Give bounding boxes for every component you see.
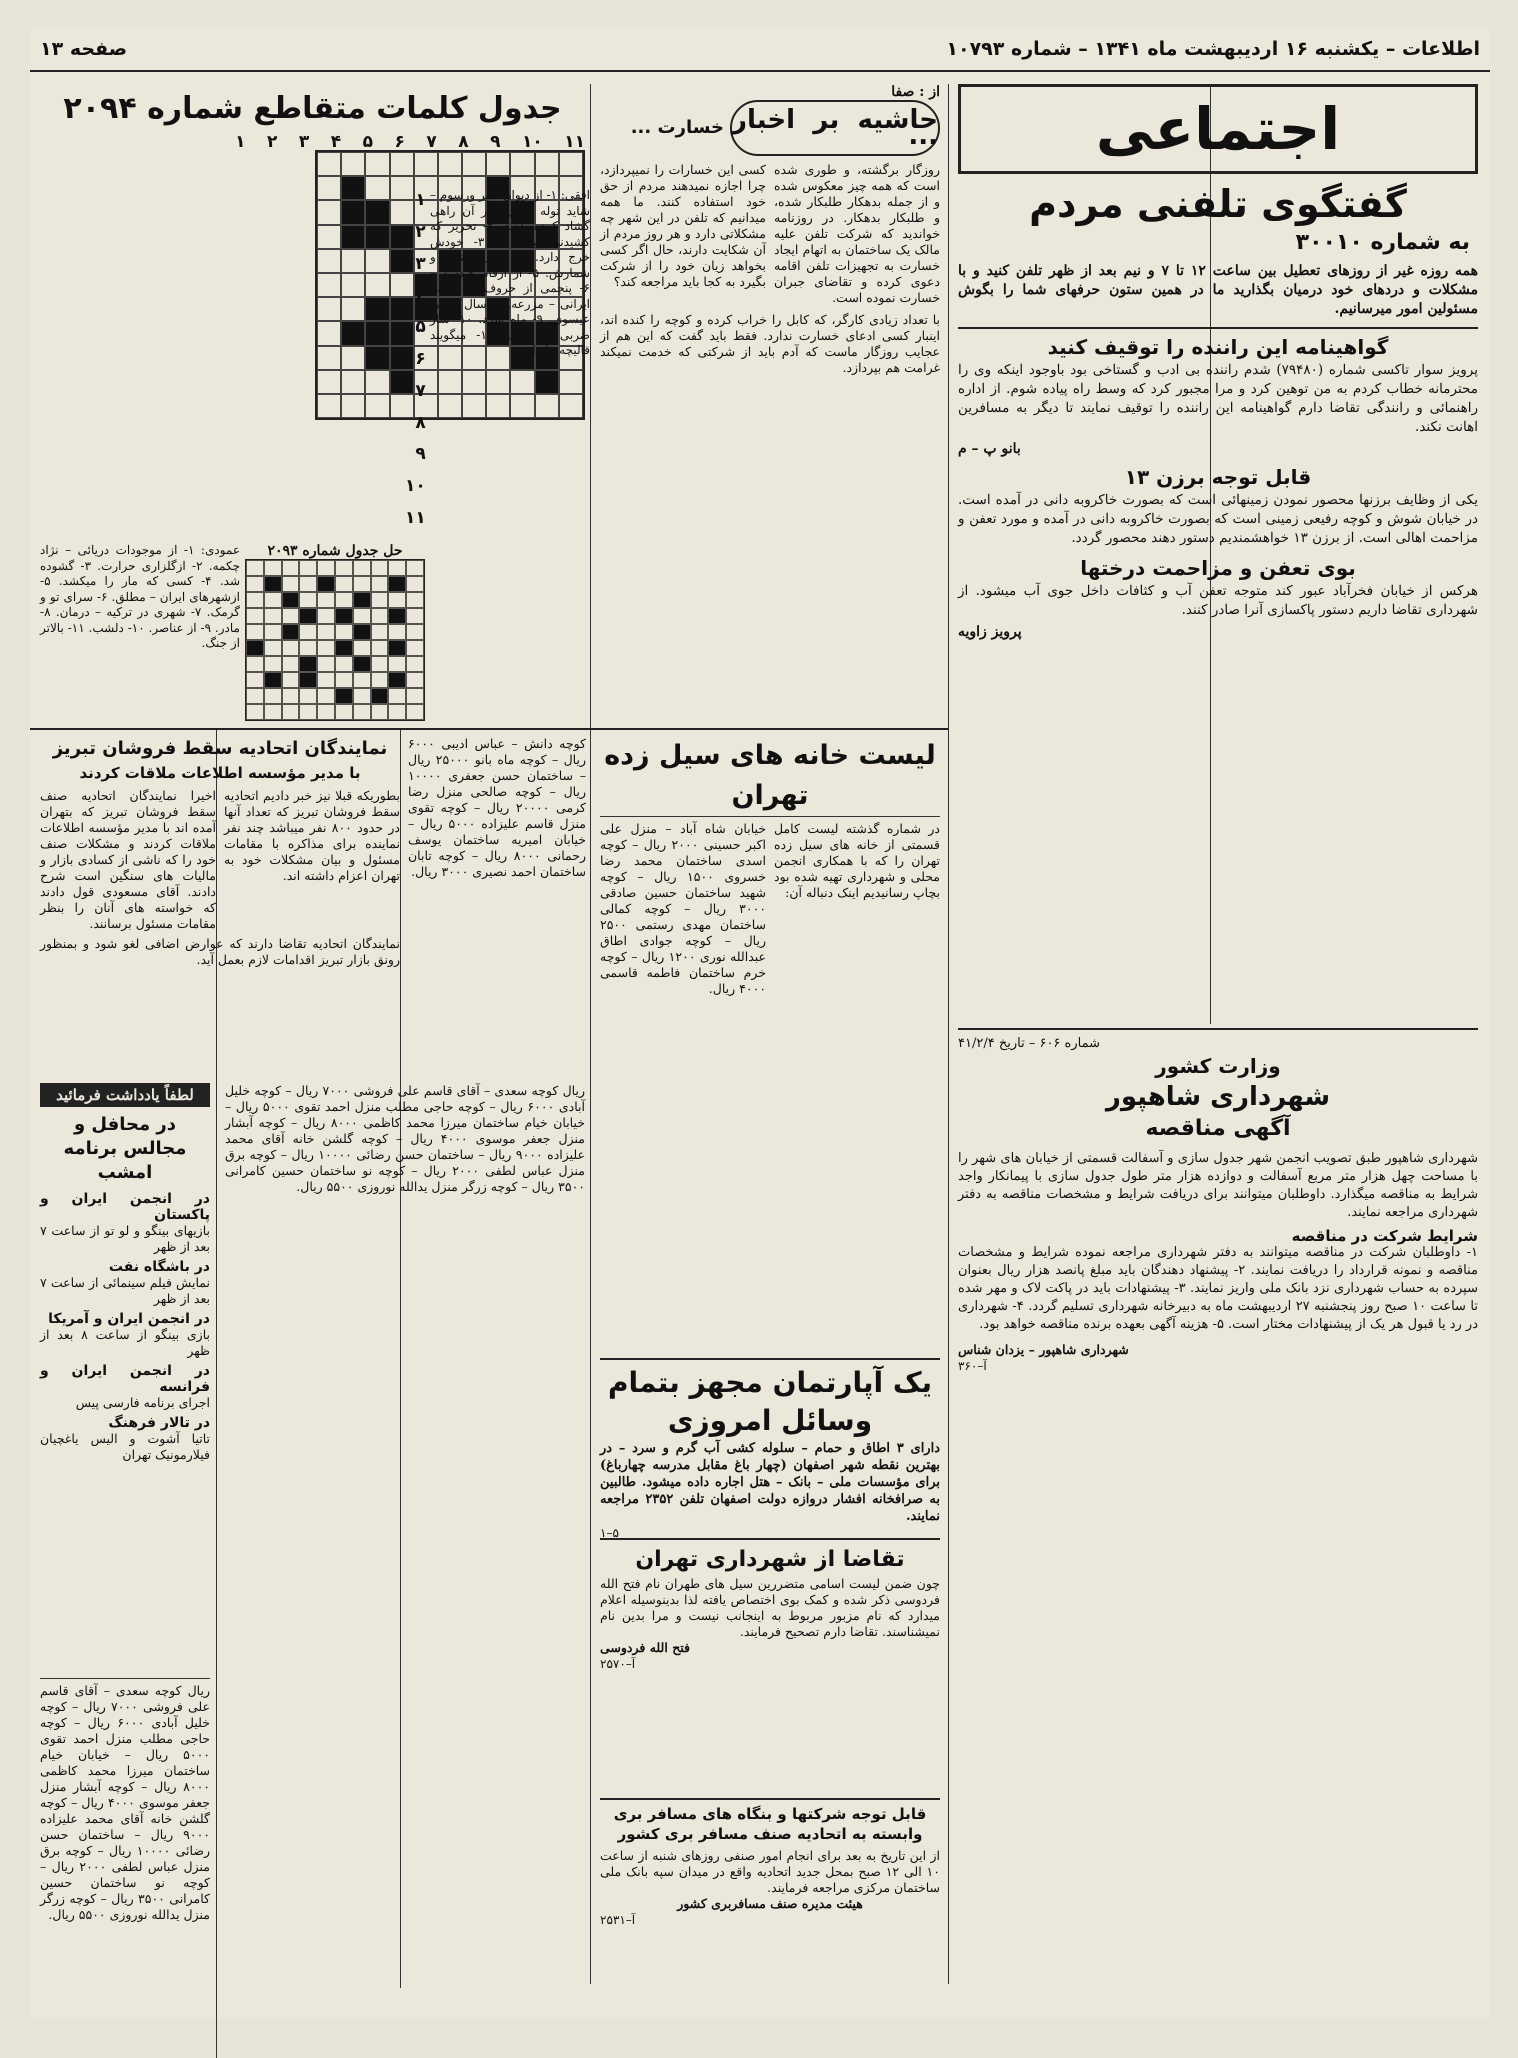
tender-conditions: ۱- داوطلبان شرکت در مناقصه میتوانند به دفتر شهرداری مراجعه نموده شرایط و مشخصات مناقصه و نمونه قرارداد را دریافت نمایند. ۲- پیشنهاد دهندگان باید مبلغ پانصد هزار ریال بعنوان سپرده به حساب شهرداری نزد بانک ملی واریز نمایند. ۳- پیشنهادات باید در پاکت لاک و مهر شده تا ساعت ۱۰ صبح روز پنجشنبه ۲۷ اردیبهشت ماه به دبیرخانه شهرداری تسلیم گردد. ۴- شهرداری در رد یا قبول هر یک از پیشنهادات مختار است. ۵- هزینه آگهی بعهده برنده مناقصه خواهد بود. <box>958 1245 1478 1332</box>
solution-cell <box>246 640 264 656</box>
crossword-col-number: ۱ <box>235 132 246 152</box>
crossword-cell <box>317 370 341 394</box>
solution-cell <box>335 656 353 672</box>
solution-cell <box>353 704 371 720</box>
unions-section <box>40 736 400 1076</box>
solution-cell <box>246 576 264 592</box>
solution-title: حل جدول شماره ۲۰۹۳ <box>267 543 403 559</box>
crossword-col-number: ۹ <box>490 132 501 152</box>
hashieh-author: از : صفا <box>891 84 940 100</box>
solution-cell <box>317 640 335 656</box>
solution-cell <box>246 672 264 688</box>
solution-cell <box>282 656 300 672</box>
solution-cell <box>388 656 406 672</box>
solution-cell <box>371 576 389 592</box>
item2-title: قابل توجه برزن ۱۳ <box>1124 465 1312 489</box>
crossword-cell <box>317 321 341 345</box>
crossword-col-number: ۳ <box>298 132 310 152</box>
solution-cell <box>264 624 282 640</box>
unions-body-2: اخیرا نمایندگان اتحادیه صنف سقط فروشان تبریز که بتهران آمده اند با مدیر مؤسسه اطلاعات ملاقات کردند و مشکلات صنف خود را که ناشی از کسادی بازار و مالیات های سنگین است شرح دادند. آقای مسعودی قول دادند که خواسته های آنان را بنظر مقامات مسئول برسانند. <box>40 788 216 931</box>
notice-section <box>600 1798 940 2008</box>
unions-title: نمایندگان اتحادیه سقط فروشان تبریز <box>52 738 388 759</box>
crossword-cell <box>510 152 534 176</box>
tender-sign: شهرداری شاهپور – یزدان شناس <box>958 1342 1129 1357</box>
crossword-cell <box>317 176 341 200</box>
hashieh-body-3: با تعداد زیادی کارگر، که کابل را خراب کرده و کوچه را کنده اند، اینبار کسی ادعای خسارت ندارد. فقط باید گفت که این هم از عجایب روزگار ماست که آدم باید از شرکتی که خدمت نمیکند غرامت هم بپردازد. <box>600 312 940 375</box>
crossword-black-cell <box>341 321 365 345</box>
crossword-cell <box>341 152 365 176</box>
crossword-black-cell <box>365 321 389 345</box>
crossword-cell <box>317 152 341 176</box>
reminder-title: در محافل و مجالس برنامه امشب <box>63 1114 187 1183</box>
solution-cell <box>282 688 300 704</box>
loss-list: ریال کوچه سعدی – آقای قاسم علی فروشی ۷۰۰۰ ریال – کوچه خلیل آبادی ۶۰۰۰ ریال – کوچه حاجی مطلب منزل احمد تقوی ۵۰۰۰ ریال – خیابان خیام ساختمان میرزا محمد کاظمی ۸۰۰۰ ریال – کوچه آبشار منزل جعفر موسوی ۴۰۰۰ ریال – کوچه گلشن خانه آقای محمد علیزاده ۹۰۰۰ ریال – ساختمان حسن رضائی ۱۰۰۰۰ ریال – کوچه برق منزل عباس لطفی ۲۰۰۰ ریال – کوچه نو ساختمان حسین کامرانی ۳۵۰۰ ریال – کوچه زرگر منزل یدالله نوروزی ۵۵۰۰ ریال. <box>225 1083 586 1194</box>
solution-cell <box>264 704 282 720</box>
crossword-cell <box>317 200 341 224</box>
crossword-cell <box>365 394 389 418</box>
tender-code: آ–۳۶۰ <box>958 1359 987 1373</box>
solution-cell <box>282 560 300 576</box>
solution-cell <box>388 688 406 704</box>
reminder-badge: لطفاً یادداشت فرمائید <box>40 1083 210 1107</box>
solution-cell <box>388 640 406 656</box>
crossword-col-number: ۷ <box>426 132 437 152</box>
newspaper-page <box>30 28 1490 2018</box>
tender-ref: شماره ۶۰۶ – تاریخ ۴۱/۲/۴ <box>958 1036 1101 1051</box>
crossword-row-number: ۱ <box>415 190 426 210</box>
unions-subtitle: با مدیر مؤسسه اطلاعات ملاقات کردند <box>79 764 361 782</box>
hashieh-title: حاشیه بر اخبار ... <box>732 105 938 151</box>
item1-title: گواهینامه این راننده را توقیف کنید <box>958 327 1478 361</box>
solution-grid <box>245 559 425 721</box>
solution-cell <box>388 672 406 688</box>
solution-cell <box>264 688 282 704</box>
solution-cell <box>317 608 335 624</box>
solution-cell <box>406 608 424 624</box>
unions-body-3: نمایندگان اتحادیه تقاضا دارند که عوارض اضافی لغو شود و بمنظور رونق بازار تبریز اقدامات لازم بعمل آید. <box>40 936 400 967</box>
crossword-black-cell <box>365 200 389 224</box>
crossword-row-number: ۹ <box>415 444 426 465</box>
loss-list-2: ریال کوچه سعدی – آقای قاسم علی فروشی ۷۰۰۰ ریال – کوچه خلیل آبادی ۶۰۰۰ ریال – کوچه حاجی مطلب منزل احمد تقوی ۵۰۰۰ ریال – خیابان خیام ساختمان میرزا محمد کاظمی ۸۰۰۰ ریال – کوچه آبشار منزل جعفر موسوی ۴۰۰۰ ریال – کوچه گلشن خانه آقای محمد علیزاده ۹۰۰۰ ریال – ساختمان حسن رضائی ۱۰۰۰۰ ریال – کوچه برق منزل عباس لطفی ۲۰۰۰ ریال – کوچه نو ساختمان حسین کامرانی ۳۵۰۰ ریال – کوچه زرگر منزل یدالله نوروزی ۵۵۰۰ ریال. <box>40 1678 210 2008</box>
solution-cell <box>353 688 371 704</box>
apartment-ad <box>600 1358 940 1540</box>
crossword-black-cell <box>365 346 389 370</box>
solution-cell <box>299 592 317 608</box>
solution-cell <box>388 704 406 720</box>
crossword-row-number: ۶ <box>415 348 426 369</box>
solution-cell <box>371 704 389 720</box>
solution-cell <box>264 640 282 656</box>
phone-line: به شماره ۳۰۰۱۰ <box>1295 230 1470 255</box>
solution-cell <box>299 656 317 672</box>
tehran-request-sign: فتح الله فردوسی <box>600 1640 691 1655</box>
hashieh-body-2: کسی این خسارات را نمیپردازد، چرا اجازه نمیدهند مردم از حق خود استفاده کنند. ما همه میدانیم که تلفن در این شهر چه مشکلاتی دارد و هر روز مردم از آن شکایت دارند، حال اگر کسی بخواهد زیان خود را از شرکت بگیرد به کجا باید مراجعه کند؟ <box>600 162 766 289</box>
solution-cell <box>317 576 335 592</box>
tender-title: شهرداری شاهپور <box>1105 1082 1331 1112</box>
apartment-body: دارای ۳ اطاق و حمام – سلوله کشی آب گرم و سرد – در بهترین نقطه شهر اصفهان (چهار باغ مقابل مدرسه چهارباغ) برای مؤسسات ملی – بانک – هتل اجاره داده میشود. طالبین به صرافخانه افشار دروازه دولت اصفهان تلفن ۲۳۵۲ مراجعه نمایند. <box>600 1441 940 1524</box>
reminder-line-4: نمایش فیلم سینمائی از ساعت ۷ بعد از ظهر <box>40 1275 210 1306</box>
crossword-cell <box>414 152 438 176</box>
solution-cell <box>353 592 371 608</box>
column-rule <box>948 84 949 1984</box>
solution-cell <box>246 608 264 624</box>
solution-cell <box>353 560 371 576</box>
solution-cell <box>335 624 353 640</box>
crossword-col-number: ۴ <box>330 132 342 152</box>
solution-cell <box>406 704 424 720</box>
crossword-black-cell <box>365 225 389 249</box>
solution-cell <box>353 672 371 688</box>
reminder-line-6: بازی بینگو از ساعت ۸ بعد از ظهر <box>40 1327 210 1358</box>
solution-cell <box>299 608 317 624</box>
solution-cell <box>406 688 424 704</box>
hashieh-column <box>600 84 940 724</box>
flood-list-1: خیابان شاه آباد – منزل علی اکبر حسینی ۲۰۰۰ ریال – کوچه اسدی ساختمان محمد رضا خسروی ۱۵۰۰ ریال – کوچه شهید ساختمان حسین صادقی ۳۰۰۰ ریال – کوچه کمالی ساختمان مهدی رستمی ۲۵۰۰ ریال – کوچه جوادی اطاق عبدالله نوری ۱۲۰۰ ریال – کوچه خرم ساختمان فاطمه قاسمی ۴۰۰۰ ریال. <box>600 821 766 996</box>
hashieh-subtitle: خسارت ... <box>630 117 724 138</box>
flood-title: لیست خانه های سیل زده تهران <box>600 736 940 817</box>
item2-body: یکی از وظایف برزنها محصور نمودن زمینهائی است که بصورت خاکروبه دانی در آمده است. در خیابان شوش و کوچه رفیعی زمینی است که بصورت خاکروبه دانی در آمده و مورد تعفن و مزاحمت اهالی است. از برزن ۱۳ خواهشمندیم دستور دهند محصور گردد. <box>958 492 1478 546</box>
reminder-section <box>40 1083 210 1663</box>
solution-cell <box>371 608 389 624</box>
reminder-line-2: بازیهای بینگو و لو تو از ساعت ۷ بعد از ظهر <box>40 1223 210 1254</box>
crossword-cell <box>365 152 389 176</box>
column-rule <box>590 84 591 1984</box>
solution-cell <box>264 672 282 688</box>
solution-cell <box>371 656 389 672</box>
reminder-line-9: در تالار فرهنگ <box>108 1415 210 1431</box>
crossword-col-number: ۱۰ <box>521 132 543 152</box>
solution-cell <box>282 640 300 656</box>
solution-cell <box>264 656 282 672</box>
solution-cell <box>335 592 353 608</box>
tehran-request-code: آ–۲۵۷۰ <box>600 1657 636 1671</box>
notice-body: از این تاریخ به بعد برای انجام امور صنفی روزهای شنبه از ساعت ۱۰ الی ۱۲ صبح بمحل جدید اتحادیه واقع در میدان سپه بانک ملی ساختمان مرکزی مراجعه فرمایند. <box>600 1848 940 1895</box>
solution-cell <box>246 656 264 672</box>
crossword-cell <box>438 152 462 176</box>
item3-title: بوی تعفن و مزاحمت درختها <box>1080 556 1356 580</box>
crossword-cell <box>486 152 510 176</box>
solution-box <box>245 543 425 723</box>
crossword-cell <box>365 176 389 200</box>
solution-cell <box>317 592 335 608</box>
section-logo: اجتماعی <box>1095 95 1341 163</box>
crossword-row-number: ۵ <box>415 317 426 338</box>
solution-cell <box>388 576 406 592</box>
unions-body-1: بطوریکه قبلا نیز خبر دادیم اتحادیه سقط فروشان تبریز که تعداد آنها در حدود ۸۰۰ نفر میباشد چند نفر نماینده برای مذاکره با مقامات مسئول و بیان مشکلات خود به تهران اعزام داشته اند. <box>224 788 400 883</box>
item1-sign: بانو پ – م <box>958 441 1021 457</box>
flood-section <box>600 736 940 1356</box>
notice-code: آ–۲۵۳۱ <box>600 1913 636 1927</box>
solution-cell <box>406 672 424 688</box>
across-clues: افقی: ۱- از دیوان امیر ورسوم – شاید توله کشی کنار آن راهی گشاد کرده باشد. ۲- تحریر که کشیدنی نیست – ۳- خودش خرج دارد. ۴- برای کنترل و شمارش. ۵- از ارقام هندسه – ۶- پنجمی از حروف. ۷- کتاب ایرانی – مزرعه. ۸- سال کنونی عیسوی. ۹- ماه سرد. ۱۰- ساز ضربی – بزرگ. ۱۱- میگویند قالیچه ما را. <box>429 188 591 357</box>
reminder-line-8: اجرای برنامه فارسی پیس <box>75 1395 210 1410</box>
solution-cell <box>282 608 300 624</box>
item3-body: هرکس از خیابان فخرآباد عبور کند متوجه تعفن آب و کثافات داخل جوی آب میشود. از شهرداری تقاضا داریم دستور پاکسازی آنرا صادر کنند. <box>958 583 1478 618</box>
solution-cell <box>406 624 424 640</box>
crossword-black-cell <box>341 200 365 224</box>
hashieh-body-1: روزگار برگشته، و طوری شده است که همه چیز معکوس شده و از جمله بدهکار طلبکار شده، و طلبکار بدهکار. در روزنامه خواندید که شرکت تلفن علیه مالک یک ساختمان به اتهام ایجاد خسارت به تجهیزات تلفن اقامه دعوی کرده و تقاضای جبران خسارت نموده است. <box>774 162 940 305</box>
solution-cell <box>406 576 424 592</box>
solution-cell <box>406 640 424 656</box>
solution-cell <box>317 704 335 720</box>
solution-cell <box>246 624 264 640</box>
solution-cell <box>388 592 406 608</box>
solution-cell <box>335 704 353 720</box>
solution-cell <box>406 592 424 608</box>
crossword-col-number: ۶ <box>394 132 405 152</box>
crossword-col-numbers <box>235 134 585 150</box>
solution-cell <box>264 576 282 592</box>
crossword-cell <box>317 297 341 321</box>
flood-intro: در شماره گذشته لیست کامل قسمتی از خانه های سیل زده تهران را که با همکاری انجمن محلی و شهرداری تهیه شده بود بچاپ رسانیدیم اینک دنباله آن: <box>774 821 940 900</box>
tender-subtitle: آگهی مناقصه <box>1145 1116 1291 1141</box>
crossword-cell <box>317 346 341 370</box>
solution-cell <box>353 576 371 592</box>
crossword-col-number: ۸ <box>458 132 469 152</box>
solution-cell <box>299 640 317 656</box>
crossword-cell <box>559 152 583 176</box>
crossword-row-numbers <box>405 190 426 540</box>
solution-cell <box>353 640 371 656</box>
solution-cell <box>246 704 264 720</box>
crossword-cell <box>317 225 341 249</box>
crossword-cell <box>365 249 389 273</box>
crossword-cell <box>341 370 365 394</box>
solution-cell <box>317 672 335 688</box>
tender-ministry: وزارت کشور <box>1155 1054 1281 1078</box>
crossword-black-cell <box>365 297 389 321</box>
solution-cell <box>371 592 389 608</box>
solution-cell <box>282 672 300 688</box>
down-clues: عمودی: ۱- از موجودات دریائی – نژاد چکمه. ۲- ازگلزاری حرارت. ۳- گشوده شد. ۴- کسی که مار را میکشد. ۵- ازشهرهای ایران – مطلق. ۶- سرای تو و گرمک. ۷- شهری در ترکیه – درمان. ۸- مادر. ۹- از عناصر. ۱۰- دلشب. ۱۱- بالاتر از جنگ. <box>40 543 241 650</box>
solution-cell <box>246 592 264 608</box>
solution-cell <box>299 704 317 720</box>
solution-cell <box>317 624 335 640</box>
solution-cell <box>335 608 353 624</box>
solution-cell <box>246 560 264 576</box>
solution-cell <box>282 624 300 640</box>
solution-cell <box>282 592 300 608</box>
social-headline: گفتگوی تلفنی مردم <box>1029 182 1407 226</box>
solution-cell <box>371 560 389 576</box>
crossword-row-number: ۲ <box>415 221 426 242</box>
solution-cell <box>335 560 353 576</box>
section-rule <box>30 728 948 730</box>
social-column <box>958 84 1478 1024</box>
solution-cell <box>388 608 406 624</box>
solution-cell <box>388 624 406 640</box>
reminder-line-1: در انجمن ایران و پاکستان <box>40 1191 210 1223</box>
solution-cell <box>317 656 335 672</box>
tender-body: شهرداری شاهپور طبق تصویب انجمن شهر جدول سازی و آسفالت قسمتی از خیابان های شهر را با مساحت چهل هزار متر مربع آسفالت و دوازده هزار متر طول جدول سازی با پیمانکار واجد شرایط به مناقصه میگذارد. داوطلبان میتوانند برای دریافت شرایط و مشخصات مناقصه به دفتر شهرداری مراجعه نمایند. <box>958 1151 1478 1220</box>
reminder-line-10: تاتیا آشوت و الیس یاغچیان فیلارمونیک تهران <box>40 1431 210 1462</box>
notice-title: قابل توجه شرکتها و بنگاه های مسافر بری وابسته به اتحادیه صنف مسافر بری کشور <box>613 1805 927 1843</box>
solution-cell <box>317 560 335 576</box>
solution-cell <box>371 672 389 688</box>
tender-section <box>958 1028 1478 2008</box>
solution-cell <box>335 688 353 704</box>
page-header <box>30 28 1490 72</box>
crossword-cell <box>390 152 414 176</box>
crossword-row-number: ۷ <box>415 380 426 401</box>
solution-cell <box>335 576 353 592</box>
solution-cell <box>353 656 371 672</box>
notice-sign: هیئت مدیره صنف مسافربری کشور <box>677 1896 863 1911</box>
page-number: صفحه ۱۳ <box>40 38 128 60</box>
crossword-black-cell <box>341 176 365 200</box>
solution-cell <box>264 608 282 624</box>
tehran-request-body: چون ضمن لیست اسامی متضررین سیل های طهران نام فتح الله فردوسی ذکر شده و کمک بوی اختصاص یافته لذا بدینوسیله اعلام میدارد که نام مزبور مربوط به اینجانب نیست و مرا بدین نام نمیشناسند. تقاضا دارم تصحیح فرمایند. <box>600 1576 940 1639</box>
item3-sign: پرویز زاویه <box>958 624 1022 640</box>
crossword-col-number: ۵ <box>362 132 373 152</box>
crossword-cell <box>365 273 389 297</box>
solution-cell <box>406 560 424 576</box>
solution-cell <box>317 688 335 704</box>
crossword-cell <box>341 273 365 297</box>
crossword-black-cell <box>341 225 365 249</box>
solution-cell <box>335 640 353 656</box>
solution-cell <box>371 640 389 656</box>
crossword-row-number: ۱۰ <box>405 476 426 497</box>
crossword-cell <box>341 249 365 273</box>
hashieh-title-box <box>730 100 940 156</box>
solution-cell <box>353 608 371 624</box>
crossword-cell <box>341 346 365 370</box>
solution-cell <box>371 624 389 640</box>
solution-cell <box>335 672 353 688</box>
crossword-col-number: ۱۱ <box>564 132 585 152</box>
crossword-cell <box>535 152 559 176</box>
crossword-cell <box>365 370 389 394</box>
crossword-col-number: ۲ <box>266 132 278 152</box>
crossword-row-number: ۴ <box>415 285 426 306</box>
solution-cell <box>406 656 424 672</box>
tehran-request <box>600 1538 940 1778</box>
crossword-cell <box>341 394 365 418</box>
reminder-line-7: در انجمن ایران و فرانسه <box>40 1363 210 1395</box>
apartment-code: ۵–۱ <box>600 1526 619 1540</box>
tender-conditions-title: شرایط شرکت در مناقصه <box>1291 1227 1478 1245</box>
reminder-line-5: در انجمن ایران و آمریکا <box>48 1311 210 1327</box>
solution-cell <box>299 688 317 704</box>
issue-line: اطلاعات – یکشنبه ۱۶ اردیبهشت ماه ۱۳۴۱ – شماره ۱۰۷۹۳ <box>946 38 1480 60</box>
crossword-cell <box>462 152 486 176</box>
solution-cell <box>353 624 371 640</box>
item1-body: پرویز سوار تاکسی شماره (۷۹۴۸۰) شدم راننده بی ادب و گستاخی بود باوجود اینکه وی را محترمانه خطاب کردم به من توهین کرد و مرا مجبور کرد که وسط راه پیاده شوم. از اداره راهنمائی و رانندگی تقاضا دارم گواهینامه این راننده را توقیف نمایند تا دیگر به مسافرین اهانت نکند. <box>958 362 1478 435</box>
crossword-cell <box>317 394 341 418</box>
crossword-cell <box>341 297 365 321</box>
flood-list-2: کوچه دانش – عباس ادیبی ۶۰۰۰ ریال – کوچه ماه بانو ۲۵۰۰۰ ریال – ساختمان حسن جعفری ۱۰۰۰۰ ریال – کوچه صالحی منزل رضا کرمی ۲۰۰۰۰ ریال – کوچه تقوی منزل قاسم علیزاده ۵۰۰۰ ریال – خیابان امیریه ساختمان یوسف رحمانی ۸۰۰۰ ریال – کوچه تابان ساختمان احمد نصیری ۳۰۰۰ ریال. <box>408 736 586 879</box>
tehran-request-title: تقاضا از شهرداری تهران <box>635 1547 905 1572</box>
solution-cell <box>282 576 300 592</box>
crossword-row-number: ۳ <box>415 253 426 274</box>
crossword-row-number: ۸ <box>415 412 426 433</box>
solution-cell <box>388 560 406 576</box>
crossword-cell <box>317 273 341 297</box>
solution-cell <box>299 576 317 592</box>
solution-cell <box>246 688 264 704</box>
crossword-cell <box>317 249 341 273</box>
solution-cell <box>282 704 300 720</box>
reminder-line-3: در باشگاه نفت <box>108 1259 210 1275</box>
solution-cell <box>264 592 282 608</box>
crossword-row-number: ۱۱ <box>405 507 426 528</box>
solution-cell <box>299 560 317 576</box>
social-logo-box <box>958 84 1478 174</box>
crossword-title: جدول کلمات متقاطع شماره ۲۰۹۴ <box>63 91 562 126</box>
solution-cell <box>371 688 389 704</box>
social-intro: همه روزه غیر از روزهای تعطیل بین ساعت ۱۲ تا ۷ و نیم بعد از ظهر تلفن کنید و با مشکلات و دردهای خود درمیان بگذارید ما در همین ستون حرفهای شما را بگوش مسئولین امور میرسانیم. <box>958 263 1478 317</box>
solution-cell <box>299 624 317 640</box>
apartment-title: یک آپارتمان مجهز بتمام وسائل امروزی <box>607 1366 933 1437</box>
solution-cell <box>299 672 317 688</box>
solution-cell <box>264 560 282 576</box>
